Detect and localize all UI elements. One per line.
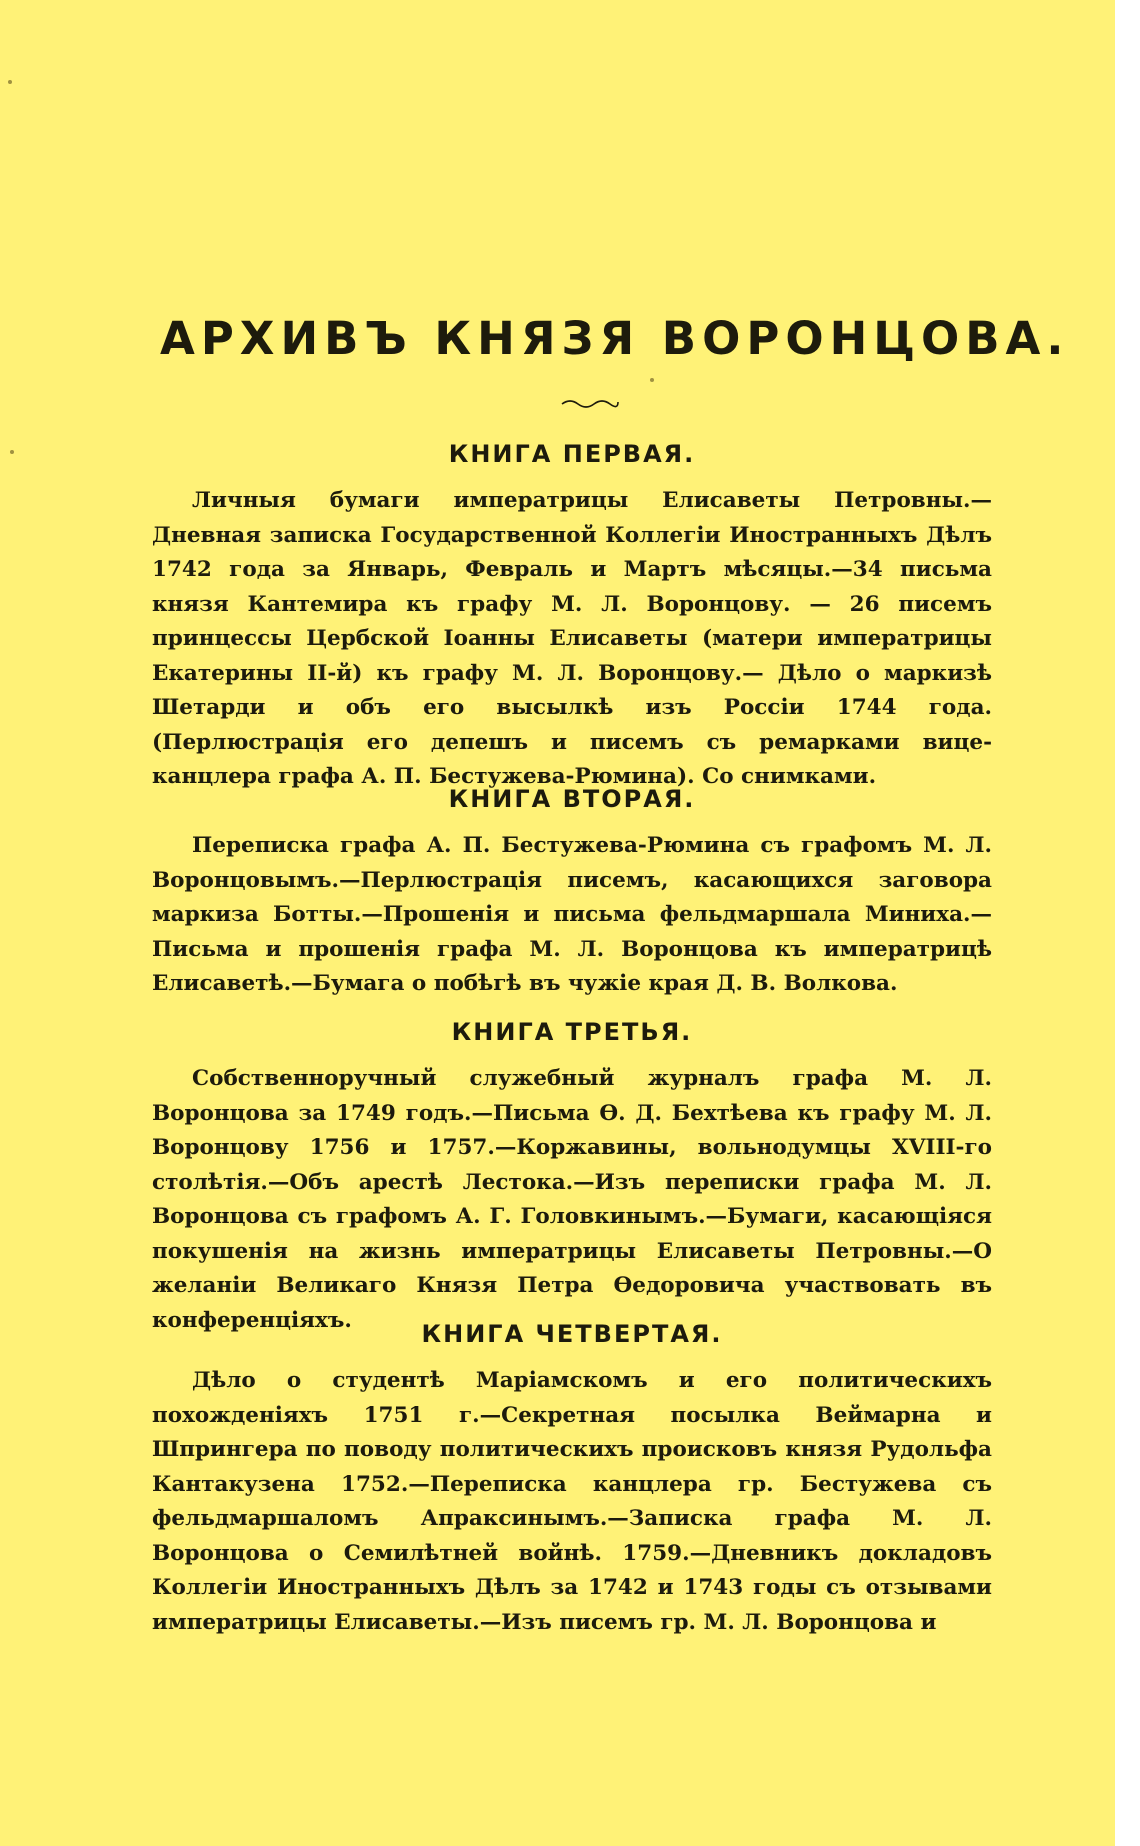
book-heading: КНИГА ЧЕТВЕРТАЯ. [421,1320,723,1348]
title-ornament [560,396,620,410]
book-heading: КНИГА ТРЕТЬЯ. [451,1018,693,1046]
book-contents: Дѣло о студентѣ Маріамскомъ и его политическихъ похожденіяхъ 1751 г.—Секретная посылка Веймарна и Шпрингера по поводу политическихъ происковъ князя Рудольфа Кантакузена 1752.—Переписка канцлера гр. Бестужева съ фельдмаршаломъ Апраксинымъ.—Записка графа М. Л. Воронцова о Семилѣтней войнѣ. 1759.—Дневникъ докладовъ Коллегіи Иностранныхъ Дѣлъ за 1742 и 1743 годы съ отзывами императрицы Елисаветы.—Изъ писемъ гр. М. Л. Воронцова и [152,1368,992,1635]
scan-margin [1115,0,1140,1846]
page-title: АРХИВЪ КНЯЗЯ ВОРОНЦОВА. [160,312,1070,365]
book-section-3 [152,1018,992,1338]
book-section-1 [152,440,992,795]
book-section-4 [152,1320,992,1640]
paper-speck [10,450,14,454]
book-section-2 [152,785,992,1002]
book-contents: Переписка графа А. П. Бестужева-Рюмина съ графомъ М. Л. Воронцовымъ.—Перлюстрація писемъ, касающихся заговора маркиза Ботты.—Прошенія и письма фельдмаршала Миниха.—Письма и прошенія графа М. Л. Воронцова къ императрицѣ Елисаветѣ.—Бумага о побѣгѣ въ чужіе края Д. В. Волкова. [152,833,992,996]
book-heading: КНИГА ВТОРАЯ. [448,785,696,813]
book-contents: Собственноручный служебный журналъ графа М. Л. Воронцова за 1749 годъ.—Письма Ѳ. Д. Бехтѣева къ графу М. Л. Воронцову 1756 и 1757.—Коржавины, вольнодумцы XVIII-го столѣтія.—Объ арестѣ Лестока.—Изъ переписки графа М. Л. Воронцова съ графомъ А. Г. Головкинымъ.—Бумаги, касающіяся покушенія на жизнь императрицы Елисаветы Петровны.—О желаніи Великаго Князя Петра Ѳедоровича участвовать въ конференціяхъ. [152,1066,992,1333]
book-heading: КНИГА ПЕРВАЯ. [448,440,696,468]
paper-speck [8,80,12,84]
book-contents: Личныя бумаги императрицы Елисаветы Петровны.—Дневная записка Государственной Коллегіи Иностранныхъ Дѣлъ 1742 года за Январь, Февраль и Мартъ мѣсяцы.—34 письма князя Кантемира къ графу М. Л. Воронцову. — 26 писемъ принцессы Цербской Іоанны Елисаветы (матери императрицы Екатерины II-й) къ графу М. Л. Воронцову.— Дѣло о маркизѣ Шетарди и объ его высылкѣ изъ Россіи 1744 года. (Перлюстрація его депешъ и писемъ съ ремарками вице-канцлера графа А. П. Бестужева-Рюмина). Со снимками. [152,488,992,789]
paper-speck [650,378,654,382]
